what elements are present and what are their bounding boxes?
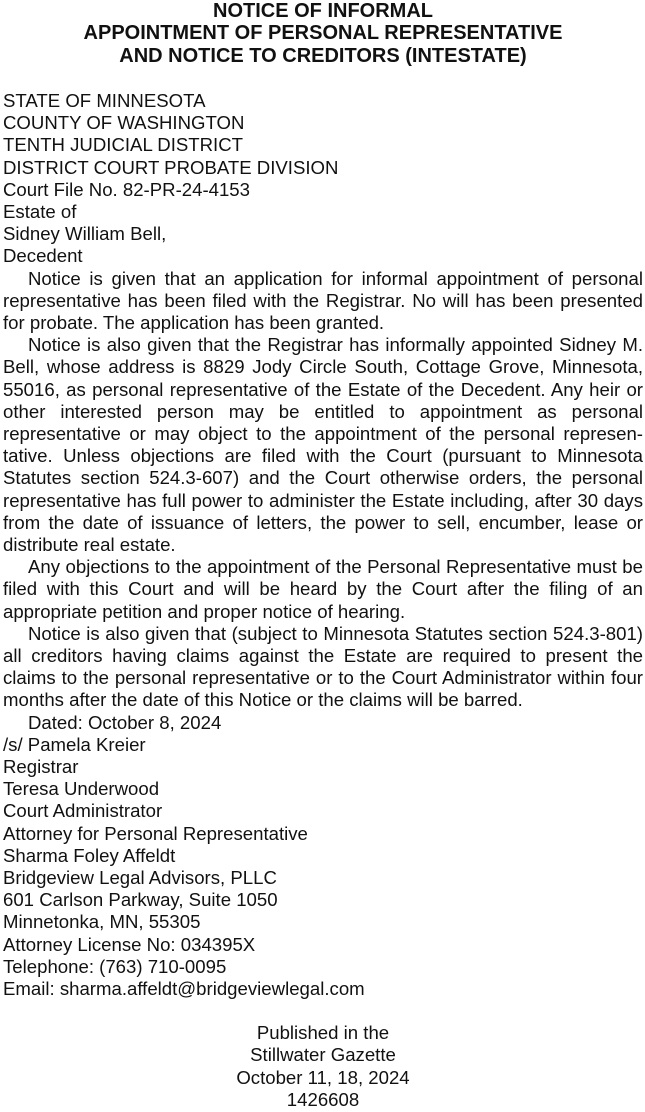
attorney-heading: Attorney for Personal Representative bbox=[3, 822, 308, 844]
registrar-title: Registrar bbox=[3, 755, 79, 777]
attorney-city: Minnetonka, MN, 55305 bbox=[3, 911, 201, 933]
court-administrator-title: Court Administrator bbox=[3, 800, 163, 822]
publication-block bbox=[3, 1022, 643, 1111]
caption-state: STATE OF MINNESOTA bbox=[3, 89, 206, 111]
dated-line: Dated: October 8, 2024 bbox=[28, 711, 222, 733]
paragraph-objections: Any objections to the appointment of the Personal Representative must be filed with this Court and will be heard by the Court after the filing of an appropriate petition and proper notice of hearing. bbox=[3, 556, 643, 622]
paragraph-appointment: Notice is also given that the Registrar has informally appointed Sidney M. Bell, whose address is 8829 Jody Circle South, Cottage Grove, Minnesota, 55016, as personal representative of the Estate of the Decedent. Any heir or other interested person may be entitled to appointment as personal representative or may object to the appointment of the personal representative. Unless objections are filed with the Court (pursuant to Minnesota Statutes section 524.3-607) and the Court otherwise orders, the personal representative has full power to administer the Estate including, after 30 days from the date of issuance of letters, the power to sell, encumber, lease or distribute real estate. bbox=[3, 334, 643, 555]
attorney-email: Email: sharma.affeldt@bridgeviewlegal.com bbox=[3, 978, 365, 1000]
publication-ad-number: 1426608 bbox=[286, 1088, 360, 1110]
caption-district: TENTH JUDICIAL DISTRICT bbox=[3, 134, 244, 156]
attorney-license: Attorney License No: 034395X bbox=[3, 933, 256, 955]
paragraph-creditors: Notice is also given that (subject to Minnesota Statutes section 524.3-801) all creditors having claims against the Estate are required to present the claims to the personal representative or to the Court Administrator within four months after the date of this Notice or the claims will be barred. bbox=[3, 622, 643, 711]
case-caption bbox=[3, 90, 643, 268]
publication-newspaper: Stillwater Gazette bbox=[250, 1044, 396, 1066]
court-administrator-name: Teresa Underwood bbox=[3, 778, 160, 800]
attorney-phone: Telephone: (763) 710-0095 bbox=[3, 955, 227, 977]
caption-county: COUNTY OF WASHINGTON bbox=[3, 112, 245, 134]
decedent-name: Sidney William Bell, bbox=[3, 223, 167, 245]
attorney-street: 601 Carlson Parkway, Suite 1050 bbox=[3, 889, 278, 911]
title-line-1: NOTICE OF INFORMAL bbox=[213, 0, 433, 22]
notice-title bbox=[3, 0, 643, 67]
signature-block bbox=[3, 712, 643, 823]
publication-dates: October 11, 18, 2024 bbox=[236, 1066, 410, 1088]
caption-division: DISTRICT COURT PROBATE DIVISION bbox=[3, 156, 339, 178]
publication-line-1: Published in the bbox=[256, 1022, 390, 1044]
attorney-name: Sharma Foley Affeldt bbox=[3, 844, 176, 866]
legal-notice bbox=[3, 0, 643, 1111]
estate-of-label: Estate of bbox=[3, 200, 77, 222]
title-line-3: AND NOTICE TO CREDITORS (INTESTATE) bbox=[119, 44, 527, 67]
decedent-label: Decedent bbox=[3, 245, 83, 267]
paragraph-application: Notice is given that an application for informal appointment of personal representative has been filed with the Registrar. No will has been presented for probate. The application has been granted. bbox=[3, 267, 643, 333]
attorney-firm: Bridgeview Legal Advisors, PLLC bbox=[3, 867, 277, 888]
registrar-signature: /s/ Pamela Kreier bbox=[3, 733, 146, 755]
court-file-number: Court File No. 82-PR-24-4153 bbox=[3, 178, 250, 200]
attorney-block bbox=[3, 823, 643, 1001]
title-line-2: APPOINTMENT OF PERSONAL REPRESENTATIVE bbox=[83, 22, 563, 45]
